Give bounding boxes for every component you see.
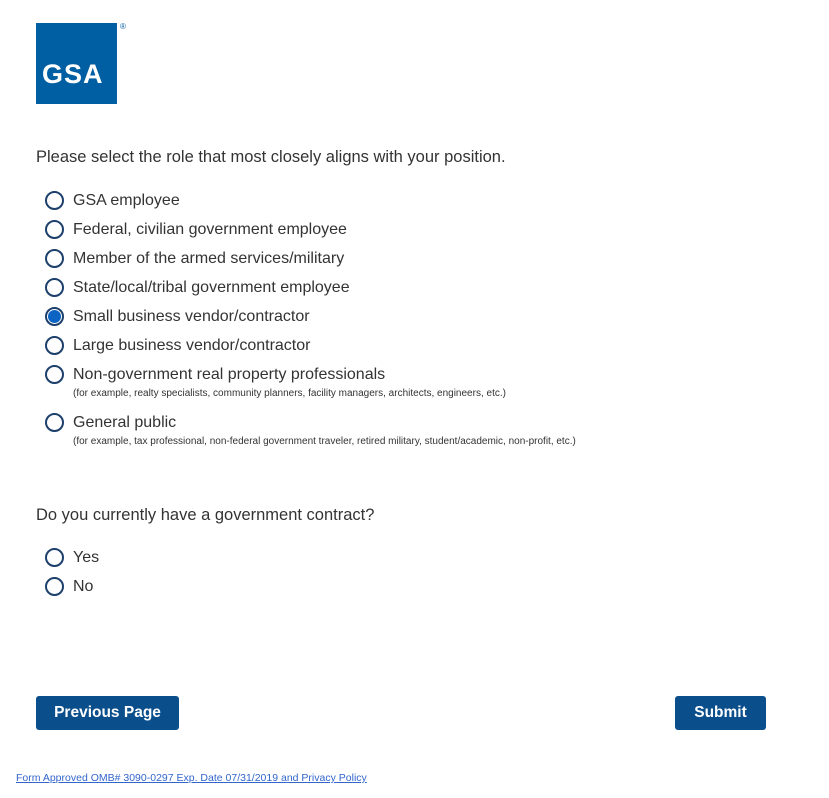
radio-button[interactable]: [45, 249, 64, 268]
role-option-general-public[interactable]: [45, 413, 576, 448]
radio-button-selected[interactable]: [45, 307, 64, 326]
option-label: No: [73, 578, 94, 595]
contract-option-yes[interactable]: [45, 548, 99, 567]
option-label: State/local/tribal government employee: [73, 279, 350, 296]
contract-option-no[interactable]: [45, 577, 93, 596]
previous-page-button[interactable]: Previous Page: [36, 696, 179, 730]
radio-button[interactable]: [45, 413, 64, 432]
option-label: Large business vendor/contractor: [73, 337, 311, 354]
submit-button[interactable]: Submit: [675, 696, 766, 730]
radio-button[interactable]: [45, 336, 64, 355]
role-option-gsa-employee[interactable]: [45, 191, 180, 210]
radio-button[interactable]: [45, 577, 64, 596]
role-option-small-business[interactable]: [45, 307, 310, 326]
radio-button[interactable]: [45, 278, 64, 297]
role-option-real-property[interactable]: [45, 365, 506, 400]
option-label: General public: [73, 414, 177, 431]
omb-privacy-policy-link[interactable]: Form Approved OMB# 3090-0297 Exp. Date 07/31/2019 and Privacy Policy: [16, 772, 367, 784]
option-label: Non-government real property professionals: [73, 366, 386, 383]
role-option-state-local-tribal[interactable]: [45, 278, 350, 297]
role-option-federal-civilian[interactable]: [45, 220, 347, 239]
radio-button[interactable]: [45, 191, 64, 210]
role-option-large-business[interactable]: [45, 336, 310, 355]
role-option-armed-services[interactable]: [45, 249, 344, 268]
option-label: Yes: [73, 549, 100, 566]
radio-button[interactable]: [45, 220, 64, 239]
option-hint: (for example, realty specialists, community planners, facility managers, architects, engineers, etc.): [73, 388, 506, 399]
registered-mark: ®: [120, 22, 126, 31]
option-label: GSA employee: [73, 192, 180, 209]
option-label: Federal, civilian government employee: [73, 221, 347, 238]
radio-button[interactable]: [45, 548, 64, 567]
option-hint: (for example, tax professional, non-federal government traveler, retired military, student/academic, non-profit, etc.): [73, 436, 576, 447]
gsa-logo: [36, 23, 117, 104]
contract-question-prompt: Do you currently have a government contract?: [36, 506, 375, 524]
logo-text: GSA: [42, 59, 104, 89]
role-question-prompt: Please select the role that most closely aligns with your position.: [36, 148, 506, 166]
option-label: Small business vendor/contractor: [73, 308, 310, 325]
radio-button[interactable]: [45, 365, 64, 384]
option-label: Member of the armed services/military: [73, 250, 345, 267]
